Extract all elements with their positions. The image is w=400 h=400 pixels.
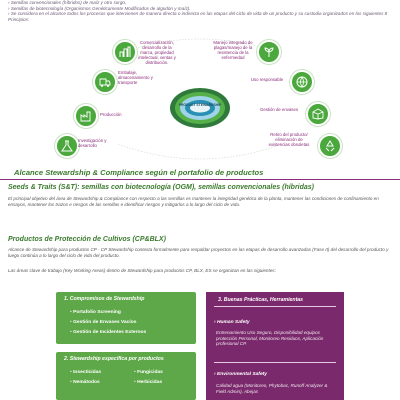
factory-icon	[80, 110, 92, 122]
stewardship-cycle-diagram	[0, 34, 400, 164]
cycle-node-label: Investigación y desarrollo	[78, 138, 107, 148]
cycle-node-commercialization	[113, 40, 137, 64]
box1-item: • Gestión de Incidentes Externos	[70, 330, 147, 335]
cp-intro: Las áreas clave de trabajo (Key Working Areas) dentro de Stewardship para productos CP, BLX, ES se organizan en las siguientes:	[8, 268, 276, 273]
cycle-node-label: Retiro del producto/ eliminación de existencias obsoletas	[268, 132, 310, 147]
plant-icon	[263, 46, 275, 58]
divider	[0, 179, 400, 180]
flask-icon	[61, 140, 73, 152]
box2-item: • Fungicidas	[134, 370, 163, 375]
seeds-body: El principal objetivo del área de Stewardship & Compliance con respecto a las semillas es mantener la integridad genética de la planta, mantener las condiciones de confinamiento en ensayos, mantener los trazos e riesgos de las semillas e identificar riesgos y mitigarlos a lo largo del ciclo de vida.	[8, 196, 379, 207]
header-bullet: Semillas de biotecnología (Organismos Genéticamente Modificados de algodón y maíz).	[10, 5, 191, 11]
human-safety-title: › Human Safety	[214, 320, 250, 325]
box1-item: • Gestión de Envases Vacíos	[70, 320, 137, 325]
package-icon	[312, 108, 324, 120]
cycle-node-research	[55, 134, 79, 158]
stewardship-swirl-icon	[168, 86, 232, 130]
cp-body: Alcance de Stewardship para productos CP - CP Stewardship contesta formalmente para respaldar proyectos en las etapas de desarrollo avanzadas (Fase II) del desarrollo del producto y luego continúa a lo largo del ciclo de vida del producto.	[8, 247, 389, 258]
seeds-title: Seeds & Traits (S&T): semillas con biotecnología (OGM), semillas convencionales (híbridas)	[8, 184, 315, 191]
product-stewardship-logo	[168, 86, 232, 130]
chart-icon	[119, 46, 131, 58]
human-safety-body: Entrenamiento Uso Seguro, Disponibilidad equipos protección Personal, Monitoreo Residuos, Aplicación profesional CP.	[216, 330, 324, 347]
cycle-node-label: Uso responsable	[250, 77, 284, 82]
box1-title: 1. Compromisos de Stewardship	[64, 296, 145, 302]
box-product-stewardship	[56, 352, 196, 400]
box2-item: • Nemátodos	[70, 380, 100, 385]
cycle-node-ipm	[257, 40, 281, 64]
environmental-safety-title: › Environmental Safety	[214, 372, 268, 377]
header-bullet: Se considera en el alcance todos los procesos que intervienen de manera directa o indirecta en las etapas del ciclo de vida de un producto y su custodia organizados en los siguientes 8 Principios:	[8, 11, 388, 22]
cycle-node-responsible-use	[290, 70, 314, 94]
cp-title: Productos de Protección de Cultivos (CP&BLX)	[8, 236, 166, 243]
cycle-node-label: Embalaje, almacenamiento y transporte	[118, 70, 153, 85]
divider	[214, 306, 336, 307]
globe-icon	[296, 76, 308, 88]
divider	[214, 362, 336, 363]
box2-item: • Herbicidas	[134, 380, 163, 385]
recycle-icon	[324, 140, 336, 152]
header-text: › Semillas convencionales (híbridos) de maíz y otro sorgo, › Semillas de biotecnología (Organismos Genéticamente Modificados de algodón y maíz). › Se considera en el alcance todos los procesos que intervienen de manera directa o indirecta en las etapas del ciclo de vida de un producto y su custodia organizados en los siguientes 8 Principios:	[8, 0, 388, 22]
box1-item: • Portafolio Screening	[70, 310, 121, 315]
box2-title: 2. Stewardship específica por productos	[64, 356, 164, 362]
box-good-practices	[206, 292, 344, 400]
box3-title: 3. Buenas Prácticas, Herramientas	[218, 297, 304, 303]
truck-icon	[99, 76, 111, 88]
header-bullet: Semillas convencionales (híbridos) de maíz y otro sorgo,	[10, 0, 127, 5]
cycle-node-packaging-transport	[93, 70, 117, 94]
cycle-node-label: Producción	[100, 112, 122, 117]
section-title-scope: Alcance Stewardship & Compliance según el portafolio de productos	[14, 168, 264, 177]
cycle-node-label: Gestión de envases	[260, 107, 298, 112]
cycle-node-label: Manejo integrado de plagas/manejo de la resistencia de la enfermedad	[213, 40, 253, 60]
cycle-node-packaging	[306, 102, 330, 126]
box-stewardship-commitments	[56, 292, 196, 344]
box2-item: • Insecticidas	[70, 370, 102, 375]
logo-text: PRODUCT STEWARDSHIP	[178, 103, 222, 107]
cycle-node-label: Comercialización, desarrollo de la marca, propiedad intelectual, ventas y distribución.	[138, 40, 176, 65]
environmental-safety-body: Calidad agua (Monitoreo, Phytobac, Runoff Analyzer & Field Admin), Abejas	[216, 383, 328, 394]
cycle-node-production	[74, 104, 98, 128]
cycle-node-product-recall	[318, 134, 342, 158]
